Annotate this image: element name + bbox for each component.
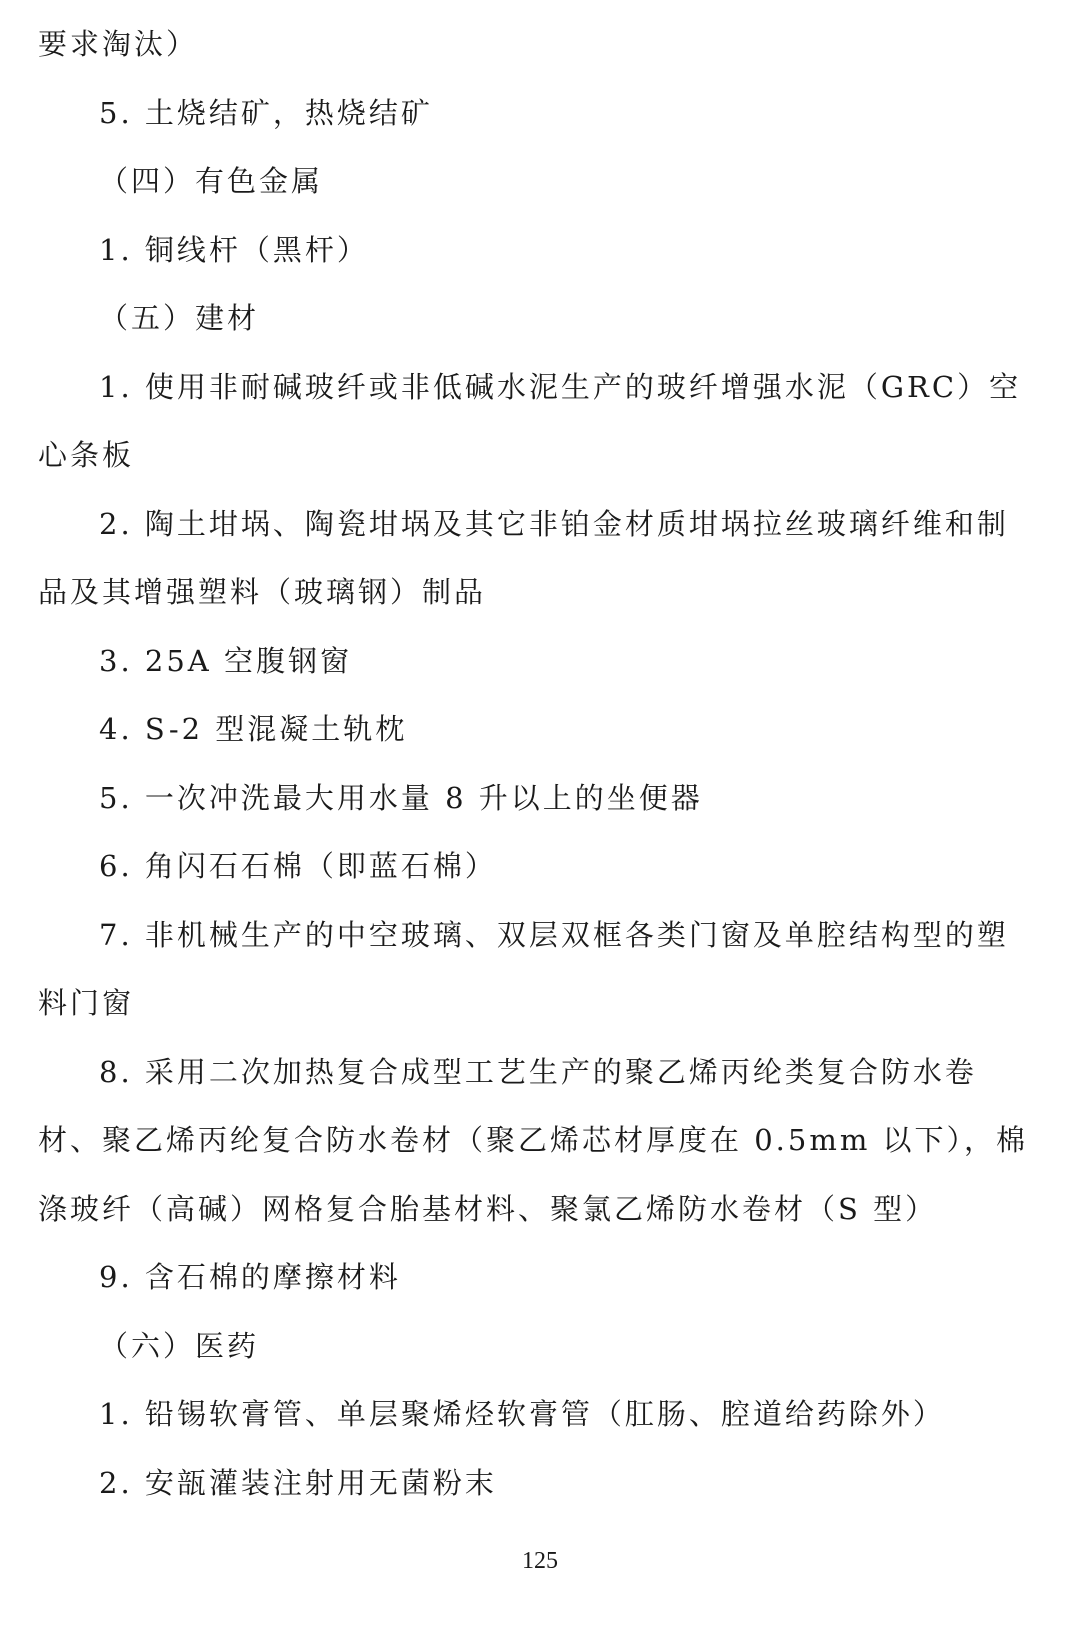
list-item-grc-board-cont: 心条板 — [38, 438, 135, 472]
list-item-ointment-tube: 1. 铅锡软膏管、单层聚烯烃软膏管（肛肠、腔道给药除外） — [99, 1397, 945, 1431]
list-item-waterproof-cont-2: 涤玻纤（高碱）网格复合胎基材料、聚氯乙烯防水卷材（S 型） — [38, 1191, 938, 1226]
list-item-glass-windows: 7. 非机械生产的中空玻璃、双层双框各类门窗及单腔结构型的塑 — [99, 917, 1009, 952]
list-item-grc-board: 1. 使用非耐碱玻纤或非低碱水泥生产的玻纤增强水泥（GRC）空 — [99, 369, 1022, 404]
list-item-copper-rod: 1. 铜线杆（黑杆） — [99, 232, 369, 267]
document-body — [38, 10, 1048, 1517]
list-item-ampoule: 2. 安瓿灌装注射用无菌粉末 — [99, 1465, 497, 1500]
section-heading-building-materials: （五）建材 — [99, 301, 260, 335]
list-item-glass-windows-cont: 料门窗 — [38, 986, 135, 1020]
list-item-crucible: 2. 陶土坩埚、陶瓷坩埚及其它非铂金材质坩埚拉丝玻璃纤维和制 — [99, 506, 1009, 541]
list-item-sinter-ore: 5. 土烧结矿，热烧结矿 — [99, 95, 433, 130]
list-item-steel-window: 3. 25A 空腹钢窗 — [99, 643, 352, 678]
list-item-asbestos: 6. 角闪石石棉（即蓝石棉） — [99, 849, 497, 883]
section-heading-medicine: （六）医药 — [99, 1328, 260, 1363]
list-item-friction: 9. 含石棉的摩擦材料 — [99, 1260, 401, 1294]
section-heading-nonferrous: （四）有色金属 — [99, 164, 324, 198]
list-item-crucible-cont: 品及其增强塑料（玻璃钢）制品 — [38, 575, 487, 609]
list-item-sleeper: 4. S-2 型混凝土轨枕 — [99, 712, 408, 746]
list-item-waterproof: 8. 采用二次加热复合成型工艺生产的聚乙烯丙纶类复合防水卷 — [99, 1054, 977, 1089]
text-line-continuation: 要求淘汰） — [38, 27, 199, 61]
list-item-waterproof-cont-1: 材、聚乙烯丙纶复合防水卷材（聚乙烯芯材厚度在 0.5mm 以下），棉 — [38, 1123, 1029, 1157]
list-item-toilet: 5. 一次冲洗最大用水量 8 升以上的坐便器 — [99, 780, 703, 815]
page-number: 125 — [522, 1548, 558, 1574]
